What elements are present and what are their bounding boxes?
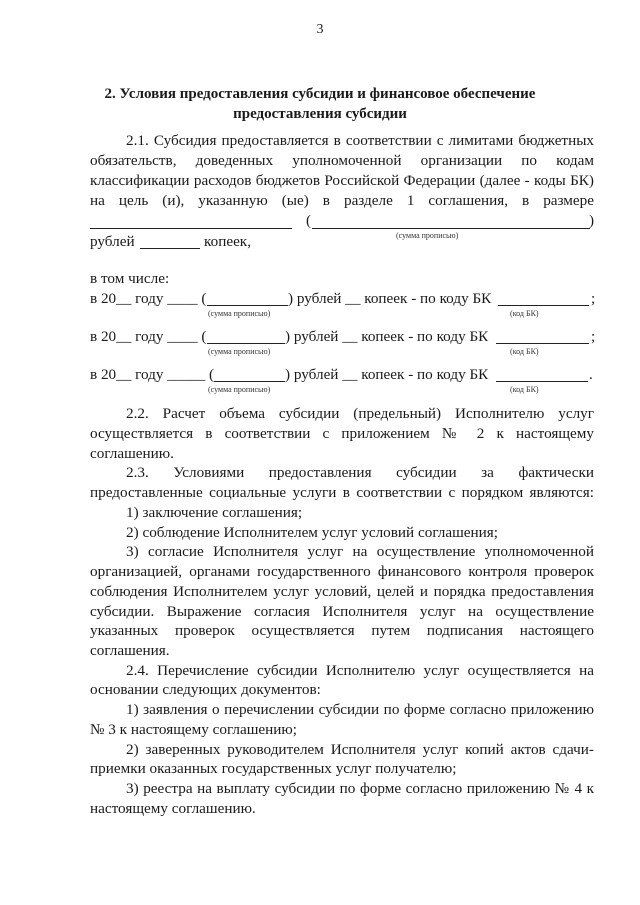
clause-2-4-item-3-line-2: настоящему соглашению. <box>90 800 256 817</box>
breakdown-row-2-code-caption: (код БК) <box>510 347 539 356</box>
breakdown-row-2-mid: ) рублей __ копеек - по коду БК <box>285 328 489 345</box>
breakdown-row-2-end: ; <box>591 328 596 345</box>
open-paren: ( <box>306 212 312 229</box>
clause-2-1-line-2: обязательств, доведенных уполномоченной организации по кодам <box>90 152 594 169</box>
clause-2-4-item-2-line-2: приемки оказанных государственных услуг получателю; <box>90 760 457 777</box>
close-paren: ) <box>589 212 595 229</box>
clause-2-4-item-3-line-1: 3) реестра на выплату субсидии по форме согласно приложению № 4 к <box>126 780 594 797</box>
clause-2-4-item-1-line-1: 1) заявления о перечислении субсидии по форме согласно приложению <box>126 701 594 718</box>
clause-2-4-line-1: 2.4. Перечисление субсидии Исполнителю услуг осуществляется на <box>126 662 594 679</box>
clause-2-1-line-4: на цель (и), указанную (ые) в разделе 1 соглашения, в размере <box>90 192 594 209</box>
breakdown-row-3-sum-blank <box>214 381 285 382</box>
breakdown-row-3-mid: ) рублей __ копеек - по коду БК <box>285 366 489 383</box>
section-heading <box>90 84 550 124</box>
clause-2-3-item-3-line-6: соглашения. <box>90 642 170 659</box>
clause-2-4-line-2: основании следующих документов: <box>90 681 321 698</box>
clause-2-3-item-3-line-1: 3) согласие Исполнителя услуг на осуществление уполномоченной <box>126 543 594 560</box>
section-heading-line-2: предоставления субсидии <box>233 106 407 122</box>
breakdown-row-3-code-blank <box>496 381 588 382</box>
kopecks-blank <box>140 248 200 249</box>
breakdown-row-1-mid: ) рублей __ копеек - по коду БК <box>288 290 492 307</box>
breakdown-row-1-end: ; <box>591 290 596 307</box>
clause-2-4-item-2-line-1: 2) заверенных руководителем Исполнителя услуг копий актов сдачи- <box>126 741 594 758</box>
breakdown-row-1-start: в 20__ году ____ ( <box>90 290 207 307</box>
clause-2-3-item-3-line-4: субсидии. Выражение согласия Исполнителя услуг на осуществление <box>90 603 594 620</box>
breakdown-row-1-code-blank <box>498 305 589 306</box>
amount-words-caption: (сумма прописью) <box>396 231 459 240</box>
clause-2-3-line-2: предоставленные социальные услуги в соответствии с порядком являются: <box>90 484 594 501</box>
amount-words-blank <box>312 228 590 229</box>
amount-blank <box>90 228 292 229</box>
clause-2-2-line-2: осуществляется в соответствии с приложением № 2 к настоящему <box>90 425 594 442</box>
breakdown-row-2-sum-caption: (сумма прописью) <box>208 347 271 356</box>
clause-2-1-line-1: 2.1. Субсидия предоставляется в соответствии с лимитами бюджетных <box>126 132 594 149</box>
section-heading-line-1: 2. Условия предоставления субсидии и финансовое обеспечение <box>104 86 536 102</box>
breakdown-row-1-sum-caption: (сумма прописью) <box>208 309 271 318</box>
breakdown-row-3-end: . <box>589 366 593 383</box>
kopecks-label: копеек, <box>204 233 251 250</box>
clause-2-3-item-1: 1) заключение соглашения; <box>126 504 303 521</box>
clause-2-1-line-3: классификации расходов бюджетов Российской Федерации (далее - коды БК) <box>90 172 594 189</box>
breakdown-row-2-code-blank <box>496 343 589 344</box>
breakdown-row-1-code-caption: (код БК) <box>510 309 539 318</box>
clause-2-2-line-3: соглашению. <box>90 445 174 462</box>
breakdown-row-2-sum-blank <box>207 343 285 344</box>
breakdown-intro: в том числе: <box>90 270 170 287</box>
breakdown-row-3-code-caption: (код БК) <box>510 385 539 394</box>
clause-2-3-item-3-line-5: указанных проверок осуществляется путем подписания настоящего <box>90 622 594 639</box>
clause-2-3-item-3-line-2: организацией, органами государственного финансового контроля проверок <box>90 563 594 580</box>
page-number: 3 <box>316 22 324 37</box>
clause-2-3-item-2: 2) соблюдение Исполнителем услуг условий соглашения; <box>126 524 498 541</box>
clause-2-3-item-3-line-3: соблюдения Исполнителем услуг условий, целей и порядка предоставления <box>90 583 594 600</box>
breakdown-row-3-sum-caption: (сумма прописью) <box>208 385 271 394</box>
clause-2-4-item-1-line-2: № 3 к настоящему соглашению; <box>90 721 297 738</box>
breakdown-row-3-start: в 20__ году _____ ( <box>90 366 215 383</box>
breakdown-row-1-sum-blank <box>207 305 288 306</box>
breakdown-row-2-start: в 20__ году ____ ( <box>90 328 207 345</box>
clause-2-2-line-1: 2.2. Расчет объема субсидии (предельный) Исполнителю услуг <box>126 405 594 422</box>
clause-2-3-line-1: 2.3. Условиями предоставления субсидии за фактически <box>126 464 594 481</box>
rubles-label: рублей <box>90 233 135 250</box>
